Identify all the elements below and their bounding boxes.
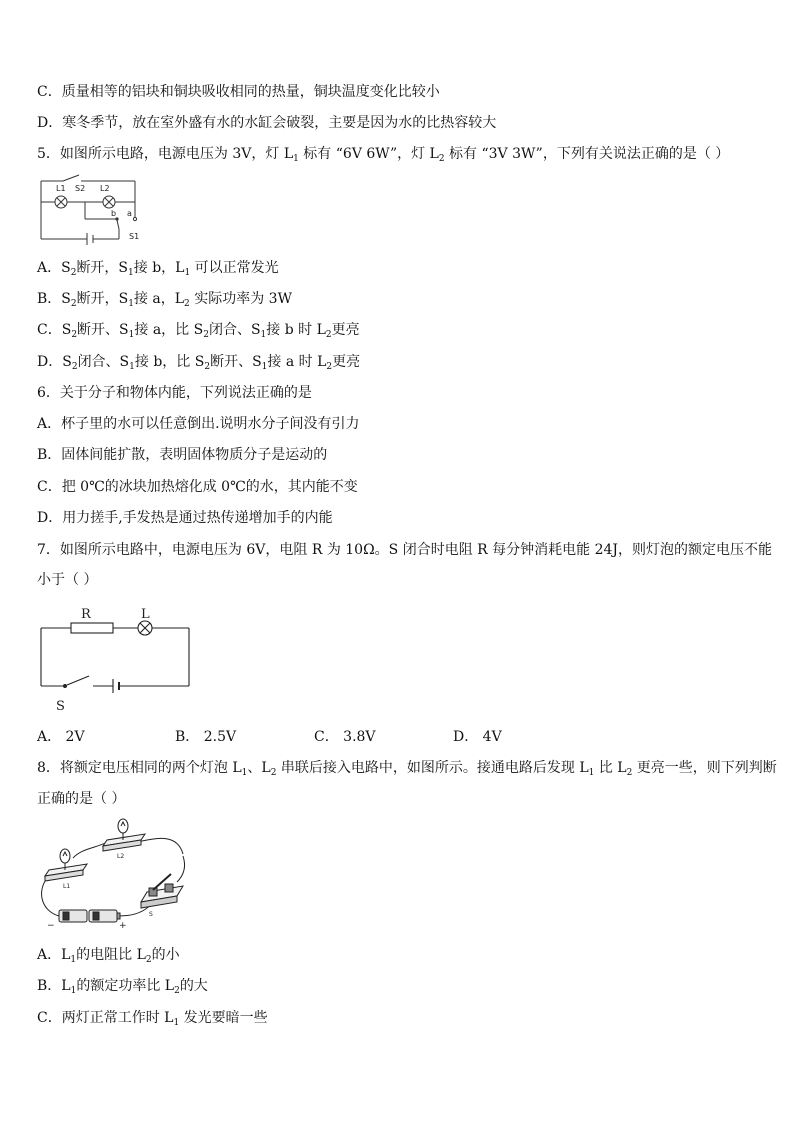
q7-stem-line1: 7．如图所示电路中，电源电压为 6V，电阻 R 为 10Ω。S 闭合时电阻 R 每分钟消耗电能 24J，则灯泡的额定电压不能 <box>37 542 773 558</box>
q7-switch-pivot <box>63 684 67 688</box>
q7-stem-line2: 小于（ ） <box>37 572 98 588</box>
q8-circuit-picture <box>37 818 197 930</box>
q5-label-l2: L2 <box>100 184 110 193</box>
q8-option-a: A．$L_1$的电阻比 $L_2$的小 <box>37 947 180 965</box>
q5-option-a: A．$S_2$断开，$S_1$接 b，$L_1$ 可以正常发光 <box>37 260 279 278</box>
q5-label-s2: S2 <box>75 184 86 193</box>
q7-resistor <box>71 623 113 633</box>
q5-option-c: C．$S_2$断开、$S_1$接 a，比 $S_2$闭合、$S_1$接 b 时 $L_2$更亮 <box>37 322 360 340</box>
q8-option-c: C．两灯正常工作时 $L_1$ 发光要暗一些 <box>37 1010 268 1028</box>
q5-contact-a-dot <box>133 217 136 220</box>
q8-option-b: B．$L_1$的额定功率比 $L_2$的大 <box>37 978 208 996</box>
q5-label-a: a <box>127 209 132 218</box>
q8-stem-line1: 8．将额定电压相同的两个灯泡 $L_1$、$L_2$ 串联后接入电路中，如图所示。接通电路后发现 $L_1$ 比 $L_2$ 更亮一些，则下列判断 <box>37 760 777 778</box>
q5-label-l1: L1 <box>56 184 66 193</box>
q5-circuit-diagram <box>37 173 147 245</box>
q8-label-minus: − <box>47 921 55 930</box>
q6-option-b: B．固体间能扩散，表明固体物质分子是运动的 <box>37 447 328 463</box>
q5-label-b: b <box>111 209 117 218</box>
q5-label-s1: S1 <box>129 232 140 241</box>
q7-label-r: R <box>81 607 91 622</box>
q7-options <box>37 727 502 747</box>
q7-option-d: D． 4V <box>453 729 502 745</box>
q5-stem: 5．如图所示电路，电源电压为 3V，灯 $L_1$ 标有 “6V 6W”，灯 $L_2$ 标有 “3V 3W”，下列有关说法正确的是（ ） <box>37 146 730 164</box>
q7-circuit-diagram <box>37 603 197 715</box>
q8-label-s: S <box>149 911 153 918</box>
q6-option-c: C．把 0℃的冰块加热熔化成 0℃的水，其内能不变 <box>37 479 358 495</box>
q8-label-l1: L1 <box>63 883 71 890</box>
q5-option-b: B．$S_2$断开，$S_1$接 a，$L_2$ 实际功率为 3W <box>37 291 292 309</box>
q7-option-c: C． 3.8V <box>314 729 376 745</box>
q4-option-c: C．质量相等的铝块和铜块吸收相同的热量，铜块温度变化比较小 <box>37 84 440 100</box>
q5-option-d: D．$S_2$闭合、$S_1$接 b，比 $S_2$断开、$S_1$接 a 时 $L_2$更亮 <box>37 354 361 372</box>
q7-label-l: L <box>141 607 150 622</box>
q6-option-a: A．杯子里的水可以任意倒出.说明水分子间没有引力 <box>37 416 360 432</box>
q8-label-l2: L2 <box>117 853 125 860</box>
q8-label-plus: + <box>119 921 127 930</box>
q7-option-a: A． 2V <box>37 729 85 745</box>
q8-stem-line2: 正确的是（ ） <box>37 791 126 807</box>
q4-option-d: D．寒冬季节，放在室外盛有水的水缸会破裂，主要是因为水的比热容较大 <box>37 115 497 131</box>
q6-stem: 6．关于分子和物体内能，下列说法正确的是 <box>37 385 312 401</box>
q7-label-s: S <box>56 699 65 714</box>
q6-option-d: D．用力搓手,手发热是通过热传递增加手的内能 <box>37 510 333 526</box>
q7-option-b: B． 2.5V <box>175 729 237 745</box>
